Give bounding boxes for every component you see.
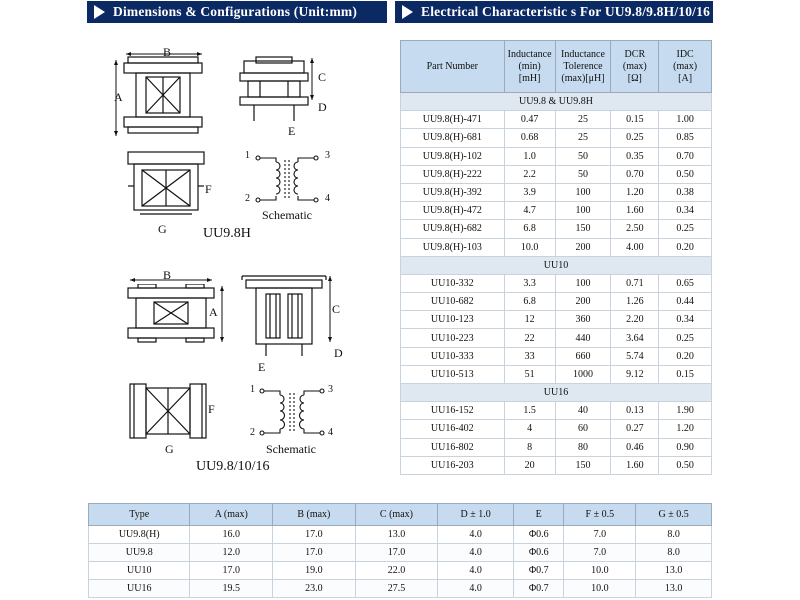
dim-label-g: G [158, 222, 167, 236]
table-cell: 1.20 [659, 420, 712, 438]
electrical-banner [395, 1, 750, 23]
table-row [401, 420, 712, 438]
table-cell: 0.25 [611, 129, 659, 147]
uu10-schematic-drawing [256, 385, 328, 441]
table-cell: 0.68 [504, 129, 555, 147]
table-cell: 2.2 [504, 165, 555, 183]
table-cell: UU10-223 [401, 329, 505, 347]
table-cell: 440 [555, 329, 611, 347]
table-cell: 17.0 [273, 544, 356, 562]
column-header: D ± 1.0 [438, 504, 514, 526]
table-cell: UU10-332 [401, 274, 505, 292]
dim-label-b: B [163, 45, 172, 59]
table-cell: 80 [555, 438, 611, 456]
table-cell: 20 [504, 456, 555, 474]
table-row [401, 293, 712, 311]
table-cell: 0.70 [659, 147, 712, 165]
table-cell: 0.25 [659, 220, 712, 238]
table-cell: 51 [504, 365, 555, 383]
table-cell: 25 [555, 111, 611, 129]
table-cell: 10.0 [504, 238, 555, 256]
table-cell: 7.0 [564, 544, 636, 562]
table-cell: 17.0 [190, 562, 273, 580]
table-cell: 4.00 [611, 238, 659, 256]
table-cell: 0.65 [659, 274, 712, 292]
table-row [401, 147, 712, 165]
table-cell: 100 [555, 183, 611, 201]
table-cell: UU9.8(H)-222 [401, 165, 505, 183]
table-row [401, 438, 712, 456]
table-row [401, 402, 712, 420]
table-cell: UU9.8(H)-103 [401, 238, 505, 256]
group-name: UU10 [401, 256, 712, 274]
column-header: C (max) [355, 504, 438, 526]
column-header: A (max) [190, 504, 273, 526]
group-header-row [401, 384, 712, 402]
table-row [401, 238, 712, 256]
table-cell: 22.0 [355, 562, 438, 580]
dim-label-d: D [318, 100, 327, 114]
table-cell: UU10-123 [401, 311, 505, 329]
table-cell: 0.15 [611, 111, 659, 129]
table-cell: UU9.8(H)-682 [401, 220, 505, 238]
uu98h-caption: UU9.8H [203, 226, 251, 241]
table-cell: 7.0 [564, 526, 636, 544]
table-cell: 4.0 [438, 544, 514, 562]
table-cell: 19.0 [273, 562, 356, 580]
table-cell: 4.0 [438, 526, 514, 544]
schematic-pin-1: 1 [245, 150, 250, 161]
table-cell: UU16-402 [401, 420, 505, 438]
table-cell: UU9.8(H) [89, 526, 190, 544]
dim-label-e-2: E [258, 360, 266, 374]
schematic-pin-1-b: 1 [250, 384, 255, 395]
uu98h-side-view-drawing [238, 55, 310, 125]
table-cell: 0.34 [659, 202, 712, 220]
table-row [89, 526, 712, 544]
dimension-table [88, 503, 712, 598]
table-cell: 1000 [555, 365, 611, 383]
table-cell: 3.3 [504, 274, 555, 292]
dim-label-f-2: F [208, 402, 215, 416]
table-cell: 0.13 [611, 402, 659, 420]
table-cell: 12.0 [190, 544, 273, 562]
table-cell: 0.71 [611, 274, 659, 292]
table-cell: Φ0.7 [513, 580, 563, 598]
table-cell: 100 [555, 274, 611, 292]
table-cell: 150 [555, 220, 611, 238]
dim-label-a: A [114, 90, 123, 104]
table-cell: UU9.8 [89, 544, 190, 562]
table-cell: 200 [555, 293, 611, 311]
uu98h-front-view-drawing [120, 55, 206, 141]
table-cell: UU9.8(H)-681 [401, 129, 505, 147]
dim-label-g-2: G [165, 442, 174, 456]
electrical-characteristics-table [400, 40, 712, 475]
table-cell: 13.0 [355, 526, 438, 544]
dim-label-a-2: A [209, 305, 218, 319]
table-cell: 25 [555, 129, 611, 147]
table-cell: 13.0 [636, 580, 712, 598]
uu10-front-view-drawing [126, 284, 216, 344]
table-cell: 0.47 [504, 111, 555, 129]
schematic-label-2: Schematic [266, 442, 316, 456]
table-row [401, 365, 712, 383]
dimensions-title: Dimensions & Configurations (Unit:mm) [113, 4, 358, 19]
table-cell: 3.64 [611, 329, 659, 347]
table-cell: 4.7 [504, 202, 555, 220]
electrical-title: Electrical Characteristic s For UU9.8/9.8H/10/16 Series [421, 4, 750, 19]
table-cell: UU16 [89, 580, 190, 598]
table-row [401, 456, 712, 474]
table-cell: 0.38 [659, 183, 712, 201]
table-row [89, 580, 712, 598]
table-cell: 0.25 [659, 329, 712, 347]
table-cell: 1.5 [504, 402, 555, 420]
table-row [401, 311, 712, 329]
table-cell: UU16-152 [401, 402, 505, 420]
table-cell: 6.8 [504, 293, 555, 311]
table-cell: Φ0.6 [513, 544, 563, 562]
table-cell: 10.0 [564, 562, 636, 580]
table-cell: 0.44 [659, 293, 712, 311]
table-cell: 1.20 [611, 183, 659, 201]
table-cell: 5.74 [611, 347, 659, 365]
table-cell: 0.15 [659, 365, 712, 383]
table-cell: 1.60 [611, 456, 659, 474]
table-cell: 0.27 [611, 420, 659, 438]
table-cell: UU9.8(H)-471 [401, 111, 505, 129]
column-header: Inductance (min) [mH] [504, 41, 555, 93]
table-row [401, 329, 712, 347]
table-cell: 17.0 [355, 544, 438, 562]
table-row [89, 544, 712, 562]
table-cell: 200 [555, 238, 611, 256]
table-cell: 3.9 [504, 183, 555, 201]
table-row [89, 562, 712, 580]
uu10-side-view-drawing [240, 270, 330, 360]
dim-label-e: E [288, 124, 296, 138]
group-header-row [401, 93, 712, 111]
table-cell: 1.0 [504, 147, 555, 165]
table-cell: 0.20 [659, 347, 712, 365]
dim-c-line [308, 56, 316, 102]
table-cell: 50 [555, 165, 611, 183]
schematic-pin-2-b: 2 [250, 427, 255, 438]
table-cell: 1.60 [611, 202, 659, 220]
table-cell: UU10-333 [401, 347, 505, 365]
table-cell: 4 [504, 420, 555, 438]
table-cell: 17.0 [273, 526, 356, 544]
table-cell: 0.34 [659, 311, 712, 329]
table-cell: 8.0 [636, 526, 712, 544]
table-cell: 100 [555, 202, 611, 220]
column-header: E [513, 504, 563, 526]
table-cell: UU10-682 [401, 293, 505, 311]
column-header: Type [89, 504, 190, 526]
table-cell: UU10 [89, 562, 190, 580]
column-header: F ± 0.5 [564, 504, 636, 526]
column-header: Part Number [401, 41, 505, 93]
dim-label-c: C [318, 70, 327, 84]
table-cell: 0.70 [611, 165, 659, 183]
table-cell: UU16-203 [401, 456, 505, 474]
table-cell: 0.90 [659, 438, 712, 456]
table-header-row [89, 504, 712, 526]
table-cell: UU10-513 [401, 365, 505, 383]
table-cell: 1.26 [611, 293, 659, 311]
table-cell: UU9.8(H)-472 [401, 202, 505, 220]
table-cell: 0.35 [611, 147, 659, 165]
table-cell: 0.50 [659, 165, 712, 183]
dim-a-line-2 [218, 284, 226, 344]
uu10-caption: UU9.8/10/16 [196, 459, 270, 474]
table-cell: 27.5 [355, 580, 438, 598]
table-cell: UU9.8(H)-102 [401, 147, 505, 165]
uu98h-bottom-view-drawing [126, 150, 206, 222]
table-cell: 6.8 [504, 220, 555, 238]
table-cell: 33 [504, 347, 555, 365]
table-cell: 10.0 [564, 580, 636, 598]
table-cell: 2.50 [611, 220, 659, 238]
column-header: DCR (max) [Ω] [611, 41, 659, 93]
table-cell: Φ0.6 [513, 526, 563, 544]
table-cell: 8 [504, 438, 555, 456]
table-cell: 60 [555, 420, 611, 438]
table-cell: Φ0.7 [513, 562, 563, 580]
table-cell: 0.85 [659, 129, 712, 147]
table-cell: 13.0 [636, 562, 712, 580]
schematic-pin-3-b: 3 [328, 384, 333, 395]
table-cell: 8.0 [636, 544, 712, 562]
table-cell: 23.0 [273, 580, 356, 598]
table-cell: 4.0 [438, 580, 514, 598]
dim-label-c-2: C [332, 302, 341, 316]
table-cell: 19.5 [190, 580, 273, 598]
table-row [401, 274, 712, 292]
schematic-pin-3: 3 [325, 150, 330, 161]
schematic-label: Schematic [262, 208, 312, 222]
table-row [401, 111, 712, 129]
group-header-row [401, 256, 712, 274]
table-cell: UU9.8(H)-392 [401, 183, 505, 201]
table-header-row [401, 41, 712, 93]
table-cell: 16.0 [190, 526, 273, 544]
table-cell: UU16-802 [401, 438, 505, 456]
table-row [401, 183, 712, 201]
group-name: UU16 [401, 384, 712, 402]
column-header: G ± 0.5 [636, 504, 712, 526]
table-cell: 0.50 [659, 456, 712, 474]
uu98h-schematic-drawing [252, 150, 322, 208]
table-cell: 2.20 [611, 311, 659, 329]
group-name: UU9.8 & UU9.8H [401, 93, 712, 111]
triangle-bullet-icon [94, 5, 105, 19]
table-cell: 360 [555, 311, 611, 329]
uu10-bottom-view-drawing [128, 382, 208, 440]
table-cell: 9.12 [611, 365, 659, 383]
dim-label-f: F [205, 182, 212, 196]
table-row [401, 202, 712, 220]
triangle-bullet-icon [402, 5, 413, 19]
column-header: Inductance Tolerence (max)[μH] [555, 41, 611, 93]
table-cell: 4.0 [438, 562, 514, 580]
column-header: B (max) [273, 504, 356, 526]
table-row [401, 165, 712, 183]
table-cell: 0.46 [611, 438, 659, 456]
table-cell: 1.00 [659, 111, 712, 129]
schematic-pin-4-b: 4 [328, 427, 333, 438]
schematic-pin-2: 2 [245, 193, 250, 204]
table-row [401, 220, 712, 238]
schematic-pin-4: 4 [325, 193, 330, 204]
table-cell: 660 [555, 347, 611, 365]
dimensions-banner [87, 1, 387, 23]
table-cell: 50 [555, 147, 611, 165]
dim-label-d-2: D [334, 346, 343, 360]
column-header: IDC (max) [A] [659, 41, 712, 93]
table-cell: 12 [504, 311, 555, 329]
table-cell: 22 [504, 329, 555, 347]
table-row [401, 347, 712, 365]
table-cell: 150 [555, 456, 611, 474]
dim-label-b-2: B [163, 268, 172, 282]
table-cell: 0.20 [659, 238, 712, 256]
table-cell: 1.90 [659, 402, 712, 420]
table-row [401, 129, 712, 147]
table-cell: 40 [555, 402, 611, 420]
